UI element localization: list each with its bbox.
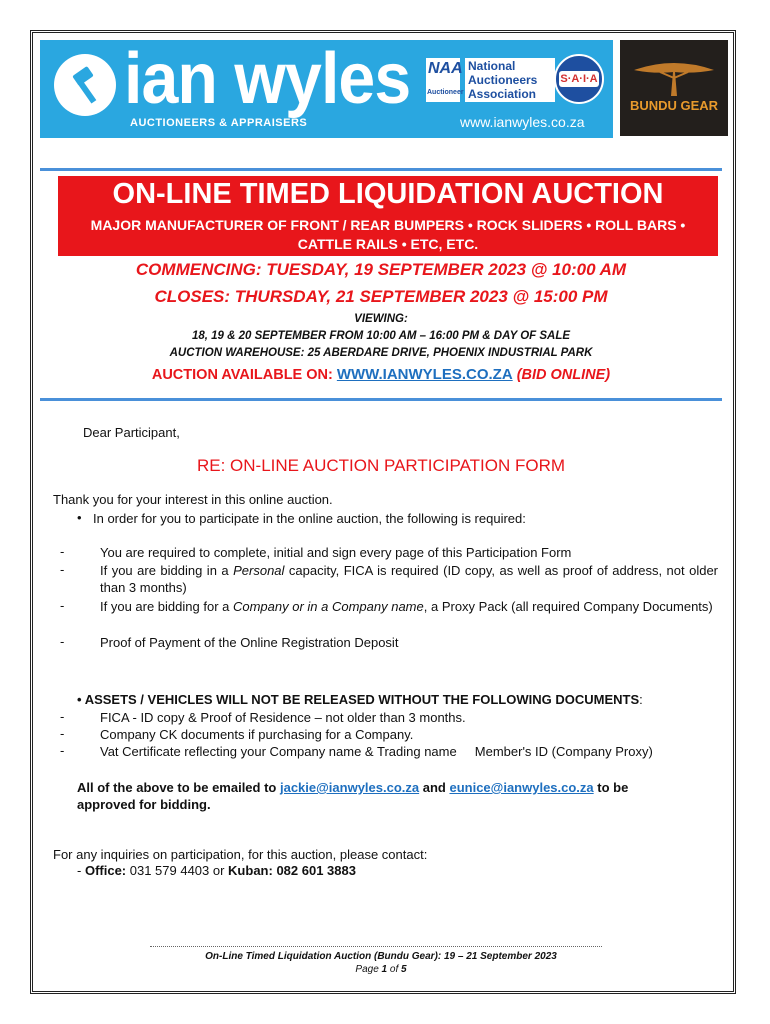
list-item: Proof of Payment of the Online Registration Deposit — [100, 635, 399, 650]
footer-divider — [150, 946, 602, 947]
footer-title: On-Line Timed Liquidation Auction (Bundu Gear): 19 – 21 September 2023 — [205, 951, 557, 962]
list-item: You are required to complete, initial and sign every page of this Participation Form — [100, 545, 572, 560]
contact-numbers: - Office: 031 579 4403 or Kuban: 082 601 3883 — [77, 863, 356, 878]
divider-middle — [40, 398, 722, 401]
bundu-gear-logo: BUNDU GEAR — [620, 40, 728, 136]
title-block — [58, 176, 718, 256]
email-instructions: All of the above to be emailed to jackie@ianwyles.co.za and eunice@ianwyles.co.za to be approved for bidding. — [77, 780, 629, 812]
assets-heading: • ASSETS / VEHICLES WILL NOT BE RELEASED WITHOUT THE FOLLOWING DOCUMENTS: — [77, 692, 643, 707]
brand-name: ian wyles — [124, 39, 411, 119]
document-item: Company CK documents if purchasing for a Company. — [100, 727, 414, 742]
acacia-tree-icon — [630, 56, 718, 96]
saia-logo: S·A·I·A — [554, 54, 604, 104]
association-name: National Auctioneers Association — [465, 58, 555, 102]
commencing-date: COMMENCING: TUESDAY, 19 SEPTEMBER 2023 @ 10:00 AM — [135, 260, 627, 279]
bullet: • — [77, 510, 82, 525]
naa-logo: NAA Auctioneer — [426, 58, 460, 102]
website-link[interactable]: WWW.IANWYLES.CO.ZA — [336, 366, 513, 383]
banner-website: www.ianwyles.co.za — [460, 114, 585, 130]
document-item: FICA - ID copy & Proof of Residence – not older than 3 months. — [100, 710, 466, 725]
re-heading: RE: ON-LINE AUCTION PARTICIPATION FORM — [196, 456, 566, 475]
document-item: Vat Certificate reflecting your Company name & Trading name Member's ID (Company Proxy) — [100, 744, 653, 759]
title-subtitle: MAJOR MANUFACTURER OF FRONT / REAR BUMPERS • ROCK SLIDERS • ROLL BARS • CATTLE RAILS • ETC, ETC. — [90, 217, 686, 252]
viewing-dates: 18, 19 & 20 SEPTEMBER FROM 10:00 AM – 16:00 PM & DAY OF SALE — [191, 330, 571, 342]
list-item: If you are bidding in a Personal capacity, FICA is required (ID copy, as well as proof of address, not older than 3 months) — [100, 563, 719, 595]
auction-available: AUCTION AVAILABLE ON: WWW.IANWYLES.CO.ZA (BID ONLINE) — [151, 366, 611, 383]
email-link-jackie[interactable]: jackie@ianwyles.co.za — [279, 780, 420, 795]
email-link-eunice[interactable]: eunice@ianwyles.co.za — [449, 780, 594, 795]
page-title: ON-LINE TIMED LIQUIDATION AUCTION — [112, 178, 664, 210]
brand-tagline: AUCTIONEERS & APPRAISERS — [130, 117, 308, 129]
salutation: Dear Participant, — [83, 425, 180, 440]
intro-bullet: In order for you to participate in the online auction, the following is required: — [93, 511, 526, 526]
intro-text: Thank you for your interest in this online auction. — [53, 492, 333, 507]
viewing-location: AUCTION WAREHOUSE: 25 ABERDARE DRIVE, PHOENIX INDUSTRIAL PARK — [169, 347, 593, 359]
closing-date: CLOSES: THURSDAY, 21 SEPTEMBER 2023 @ 15:00 PM — [154, 287, 608, 306]
gavel-icon — [68, 66, 104, 106]
divider-top — [40, 168, 722, 171]
contact-intro: For any inquiries on participation, for this auction, please contact: — [53, 847, 428, 862]
page-number: Page 1 of 5 — [355, 964, 407, 975]
viewing-label: VIEWING: — [354, 313, 408, 325]
list-item: If you are bidding for a Company or in a Company name, a Proxy Pack (all required Company Documents) — [100, 599, 713, 614]
header-banner — [40, 40, 613, 138]
